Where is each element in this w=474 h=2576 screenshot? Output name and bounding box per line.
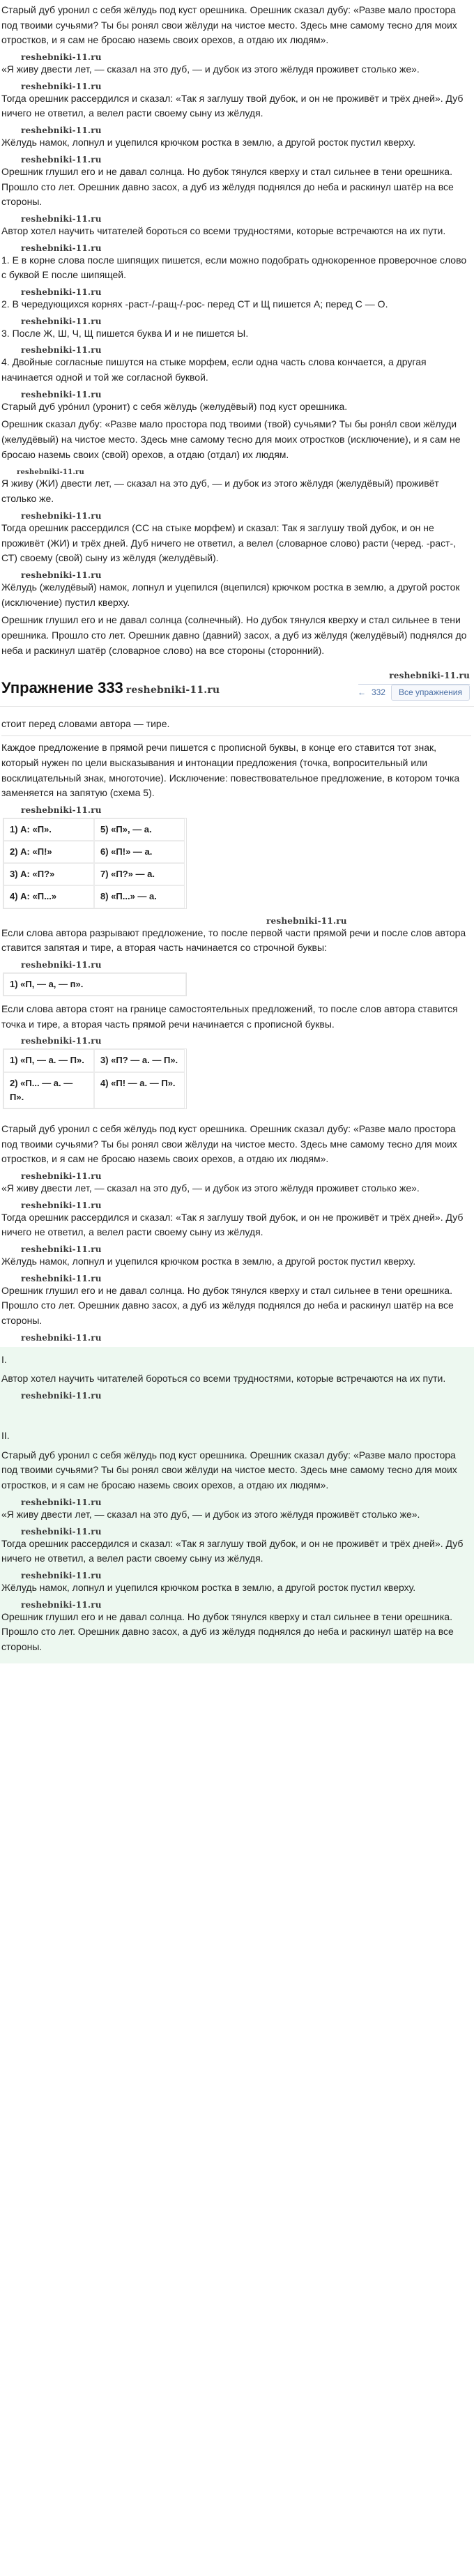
scheme-cell: 2) «П... — а. — П». — [3, 1072, 94, 1108]
scheme-cell: 6) «П!» — а. — [94, 841, 185, 863]
scheme-cell: 4) «П! — а. — П». — [94, 1072, 185, 1108]
watermark: reshebniki-11.ru — [21, 316, 102, 326]
watermark: reshebniki-11.ru — [21, 1526, 102, 1537]
rule-item: 2. В чередующихся корнях -раст-/-ращ-/-рос- перед СТ и Щ пишется А; перед С — О. — [1, 298, 388, 310]
watermark: reshebniki-11.ru — [21, 1570, 102, 1580]
watermark: reshebniki-11.ru — [21, 345, 102, 356]
watermark: reshebniki-11.ru — [21, 81, 102, 91]
watermark: reshebniki-11.ru — [21, 1332, 102, 1343]
watermark: reshebniki-11.ru — [21, 805, 102, 815]
annotated-sentence: Орешник глушил его и не давал солнца (солнечный). Но дубок тянулся кверху и стал сильнее в тени орешника. Прошло сто лет. Орешник давно (давний) засох, а дуб из жёлудя (желудёвый) поднялся до неба и раскинул шатёр (словарное слово) на все стороны (сторонний). — [1, 614, 467, 656]
paragraph: Орешник глушил его и не давал солнца. Но дубок тянулся кверху и стал сильнее в тени орешника. Прошло сто лет. Орешник давно засох, а дуб из жёлудя поднялся до неба и раскинул шатёр на все стороны. — [1, 165, 454, 208]
paragraph: Старый дуб уронил с себя жёлудь под куст орешника. Орешник сказал дубу: «Разве мало простора под твоими сучьями? Ты бы ронял свои жёлуди на чистое место. Здесь мне самому тесно для моих отростков, и я сам не бросаю наземь своих орехов, а отдаю их людям». — [1, 1449, 457, 1491]
watermark: reshebniki-11.ru — [21, 1599, 102, 1610]
watermark: reshebniki-11.ru — [21, 959, 102, 970]
schemes-table — [3, 973, 187, 996]
paragraph: Старый дуб уронил с себя жёлудь под куст орешника. Орешник сказал дубу: «Разве мало простора под твоими сучьями? Ты бы ронял свои жёлуди на чистое место. Здесь мне самому тесно для моих отростков, и я сам не бросаю наземь своих орехов, а отдаю их людям». — [1, 4, 457, 46]
annotated-sentence: Старый дуб уро́нил (уронит) с себя жёлудь (желудёвый) под куст орешника. — [1, 400, 348, 412]
watermark: reshebniki-11.ru — [21, 1036, 102, 1046]
schemes-table — [3, 1049, 187, 1108]
section-label: I. — [1, 1353, 7, 1365]
watermark: reshebniki-11.ru — [389, 671, 470, 681]
annotated-sentence: Жёлудь (желудёвый) намок, лопнул и уцепился (вцепился) крючком ростка в землю, а другой росток (исключение) пустил кверху. — [1, 581, 460, 608]
watermark: reshebniki-11.ru — [21, 1171, 102, 1181]
paragraph: Орешник глушил его и не давал солнца. Но дубок тянулся кверху и стал сильнее в тени орешника. Прошло сто лет. Орешник давно засох, а дуб из жёлудя поднялся до неба и раскинул шатёр на все стороны. — [1, 1284, 454, 1326]
exercise-title-text: Упражнение 333 — [1, 679, 123, 697]
rule-text: Каждое предложение в прямой речи пишется с прописной буквы, в конце его ставится тот знак, который нужен по цели высказывания и интонации предложения (точка, вопросительный или восклицательный знак, многоточие). Исключение: повествовательное предложение, в котором точка заменяется на запятую (схема 5). — [1, 742, 460, 799]
paragraph: «Я живу двести лет, — сказал на это дуб, — и дубок из этого жёлудя проживет столько же». — [1, 63, 420, 75]
watermark: reshebniki-11.ru — [21, 1273, 102, 1283]
paragraph: Жёлудь намок, лопнул и уцепился крючком ростка в землю, а другой росток пустил кверху. — [1, 1581, 416, 1593]
watermark: reshebniki-11.ru — [21, 389, 102, 399]
watermark: reshebniki-11.ru — [21, 1200, 102, 1210]
rule-item: 4. Двойные согласные пишутся на стыке морфем, если одна часть слова кончается, а другая начинается одной и той же согласной буквой. — [1, 356, 427, 383]
watermark: reshebniki-11.ru — [21, 570, 102, 580]
intro-text: стоит перед словами автора — тире. — [1, 717, 170, 729]
scheme-cell: 3) А: «П?» — [3, 863, 94, 885]
rule-text: Если слова автора стоят на границе самостоятельных предложений, то после слов автора ставится точка и тире, а вторая часть прямой речи начинается с прописной буквы. — [1, 1003, 458, 1030]
watermark: reshebniki-11.ru — [21, 1391, 102, 1401]
paragraph: Тогда орешник рассердился и сказал: «Так я заглушу твой дубок, и он не проживёт и трёх дней». Дуб ничего не ответил, а велел расти своему сыну из жёлудя. — [1, 1211, 464, 1238]
scheme-cell: 1) «П, — а. — П». — [3, 1049, 94, 1072]
watermark: reshebniki-11.ru — [21, 52, 102, 63]
paragraph: Орешник глушил его и не давал солнца. Но дубок тянулся кверху и стал сильнее в тени орешника. Прошло сто лет. Орешник давно засох, а дуб из жёлудя поднялся до неба и раскинул шатёр на все стороны. — [1, 1610, 454, 1652]
exercise-title — [1, 676, 220, 700]
paragraph: «Я живу двести лет, — сказал на это дуб, — и дубок из этого жёлудя проживёт столько же». — [1, 1508, 420, 1520]
paragraph: Старый дуб уронил с себя жёлудь под куст орешника. Орешник сказал дубу: «Разве мало простора под твоими сучьями? Ты бы ронял свои жёлуди на чистое место. Здесь мне самому тесно для моих отростков, и я сам не бросаю наземь своих орехов, а отдаю их людям». — [1, 1122, 457, 1165]
scheme-cell: 3) «П? — а. — П». — [94, 1049, 185, 1072]
exercise-header — [0, 665, 474, 706]
rule-item: 1. Е в корне слова после шипящих пишется, если можно подобрать однокоренное проверочное слово с буквой Е после шипящей. — [1, 254, 467, 281]
paragraph: Тогда орешник рассердился и сказал: «Так я заглушу твой дубок, и он не проживёт и трёх дней». Дуб ничего не ответил, а велел расти своему сыну из жёлудя. — [1, 92, 464, 119]
scheme-cell: 1) «П, — а, — п». — [3, 973, 186, 996]
prev-arrow-icon[interactable]: ← — [357, 687, 366, 697]
exercise-nav — [358, 669, 470, 700]
watermark: reshebniki-11.ru — [21, 154, 102, 165]
watermark: reshebniki-11.ru — [21, 287, 102, 297]
watermark: reshebniki-11.ru — [17, 468, 84, 477]
paragraph: Тогда орешник рассердился и сказал: «Так я заглушу твой дубок, и он не проживёт и трёх дней». Дуб ничего не ответил, а велел расти своему сыну из жёлудя. — [1, 1537, 464, 1564]
watermark: reshebniki-11.ru — [21, 510, 102, 521]
paragraph: Автор хотел научить читателей бороться со всеми трудностями, которые встречаются на их пути. — [1, 224, 446, 236]
section-label: II. — [1, 1430, 10, 1442]
paragraph: «Я живу двести лет, — сказал на это дуб, — и дубок из этого жёлудя проживет столько же». — [1, 1182, 420, 1194]
answer-part-1 — [0, 0, 474, 665]
watermark: reshebniki-11.ru — [125, 685, 220, 696]
annotated-sentence: Тогда орешник рассердился (СС на стыке морфем) и сказал: Так я заглушу твой дубок, и он не проживёт (ЖИ) и трёх дней. Дуб ничего не ответил, а велел (словарное слово) расти (черед. -раст-, СТ) своему (свой) сыну из жёлудя (желудёвый). — [1, 521, 457, 564]
annotated-sentence: Орешник сказал дубу: «Разве мало простора под твоими (твой) сучьями? Ты бы роня́л свои жёлуди (желудёвый) на чистое место. Здесь мне самому тесно для моих отростков (исключение), и я сам не бросаю наземь своих (свой) орехов, а отдаю (отдал) их людям. — [1, 418, 461, 460]
watermark: reshebniki-11.ru — [21, 125, 102, 136]
all-exercises-button[interactable]: Все упражнения — [391, 685, 470, 701]
watermark: reshebniki-11.ru — [21, 1497, 102, 1507]
scheme-cell: 7) «П?» — а. — [94, 863, 185, 885]
scheme-cell: 2) А: «П!» — [3, 841, 94, 863]
answer-part-2 — [0, 1119, 474, 1347]
watermark: reshebniki-11.ru — [266, 915, 347, 926]
scheme-cell: 1) А: «П». — [3, 818, 94, 841]
scheme-cell: 5) «П», — а. — [94, 818, 185, 841]
schemes-table — [3, 818, 187, 909]
prev-exercise-link[interactable]: 332 — [371, 687, 385, 697]
rule-text: Если слова автора разрывают предложение, то после первой части прямой речи и после слов автора ставится запятая и тире, а вторая часть начинается со строчной буквы: — [1, 927, 466, 954]
scheme-cell: 8) «П...» — а. — [94, 885, 185, 908]
scheme-cell: 4) А: «П...» — [3, 885, 94, 908]
watermark: reshebniki-11.ru — [21, 1244, 102, 1254]
paragraph: Жёлудь намок, лопнул и уцепился крючком ростка в землю, а другой росток пустил кверху. — [1, 1255, 416, 1267]
paragraph: Жёлудь намок, лопнул и уцепился крючком ростка в землю, а другой росток пустил кверху. — [1, 137, 416, 148]
exercise-body — [0, 707, 474, 1119]
rule-item: 3. После Ж, Ш, Ч, Щ пишется буква И и не пишется Ы. — [1, 327, 249, 339]
answer-block — [0, 1347, 474, 1663]
watermark: reshebniki-11.ru — [21, 243, 102, 253]
paragraph: Автор хотел научить читателей бороться со всеми трудностями, которые встречаются на их пути. — [1, 1373, 446, 1385]
annotated-sentence: Я живу (ЖИ) двести лет, — сказал на это дуб, — и дубок из этого жёлудя (желудёвый) проживёт столько же. — [1, 478, 439, 505]
watermark: reshebniki-11.ru — [21, 213, 102, 224]
